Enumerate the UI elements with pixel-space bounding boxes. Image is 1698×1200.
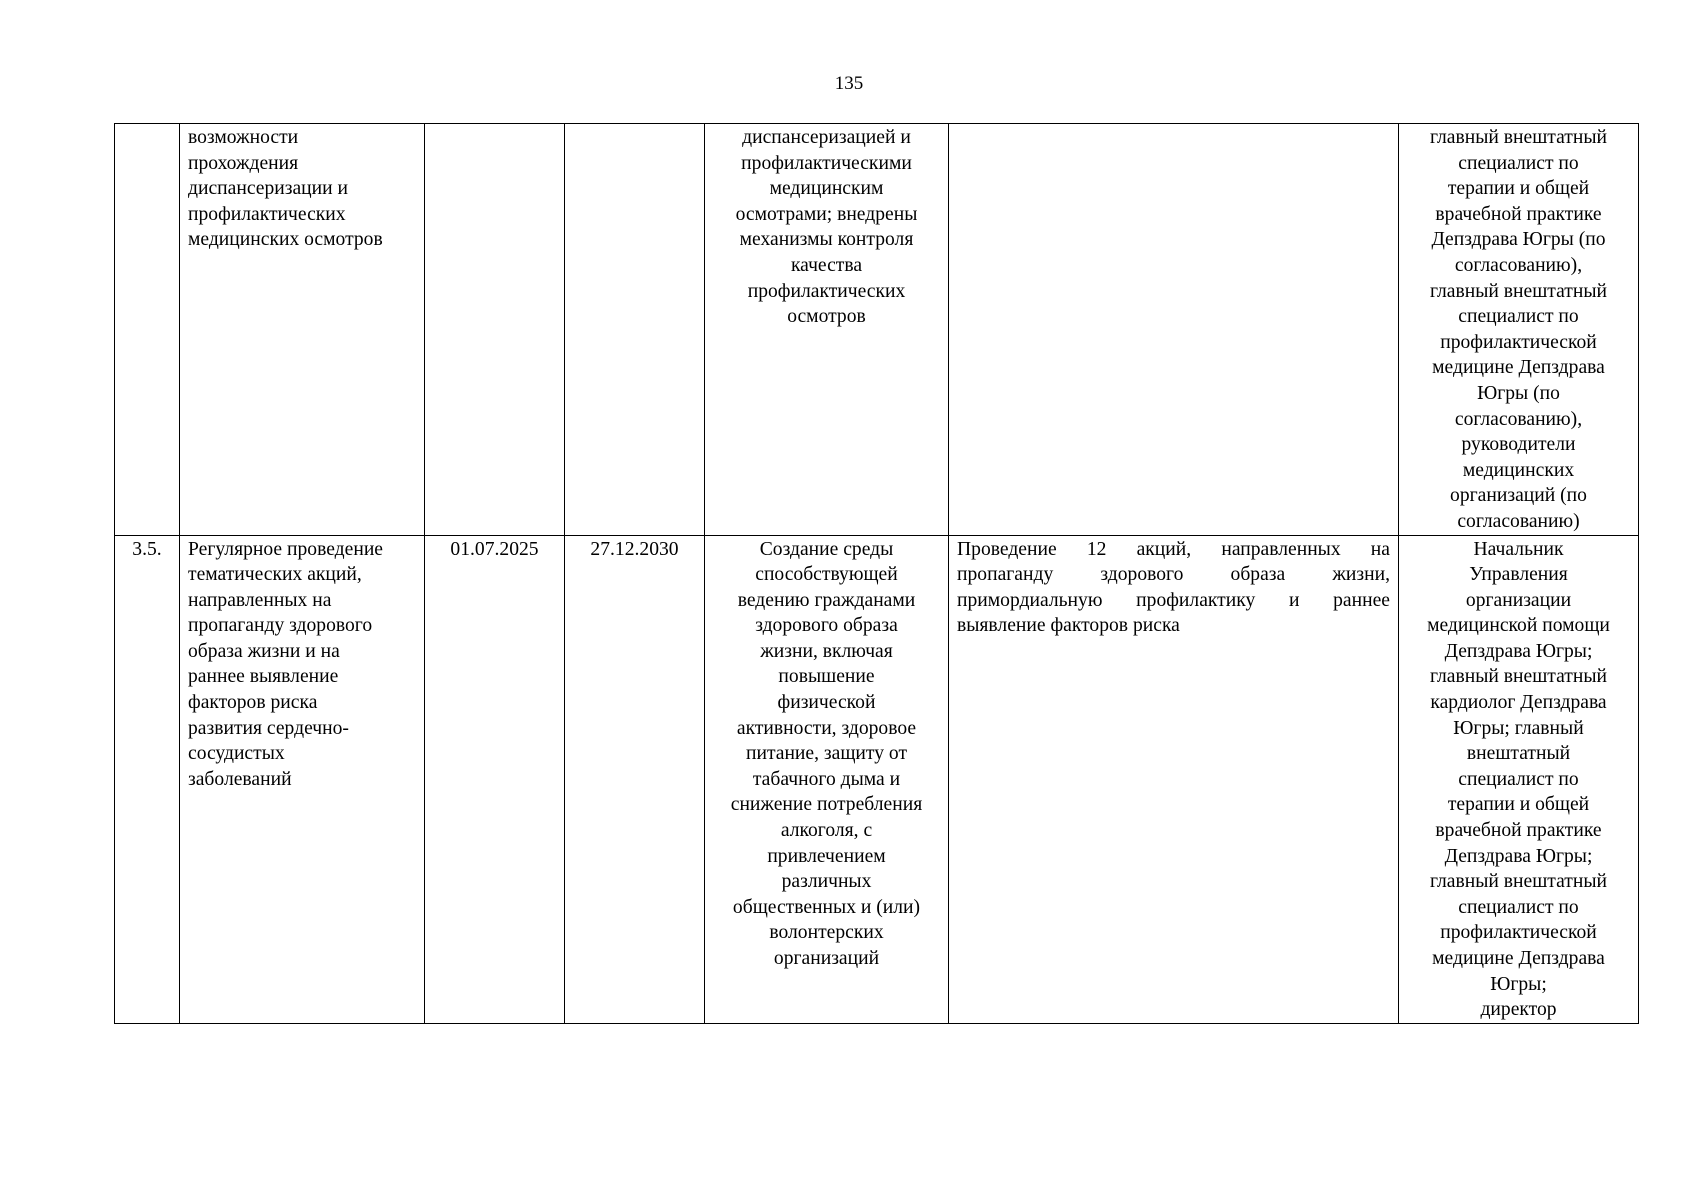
text-line: профилактической xyxy=(1440,922,1597,944)
text-line: ведению гражданами xyxy=(737,589,916,611)
text-line: главный внештатный xyxy=(1429,280,1607,302)
text-line: возможности xyxy=(188,127,299,148)
text-line: специалист по xyxy=(1458,768,1579,790)
text-line: раннее выявление xyxy=(188,666,339,688)
text-line: профилактическими xyxy=(741,152,912,174)
text-line: врачебной практике xyxy=(1435,203,1602,225)
text-line: физической xyxy=(777,692,876,714)
text-line: медицинских осмотров xyxy=(188,229,383,251)
text-line: Управления xyxy=(1469,564,1568,586)
text-line: согласованию), xyxy=(1454,408,1583,430)
text-line: образа жизни и на xyxy=(188,640,340,662)
cell-expected-result xyxy=(705,535,949,1023)
text-line: Регулярное проведение xyxy=(188,538,383,560)
text-line: медицинских xyxy=(1462,459,1575,481)
text-line: кардиолог Депздрава xyxy=(1430,692,1607,714)
text-line: Депздрава Югры; xyxy=(1444,845,1593,867)
text-line: главный внештатный xyxy=(1429,871,1607,893)
cell-number: 3.5. xyxy=(115,535,180,1023)
text-line: терапии и общей xyxy=(1447,794,1590,816)
text-line: Югры; xyxy=(1490,973,1547,995)
text-line: заболеваний xyxy=(188,768,292,790)
text-line: специалист по xyxy=(1458,152,1579,174)
text-line: активности, здоровое xyxy=(736,717,917,739)
text-line: внештатный xyxy=(1466,743,1571,765)
table-row xyxy=(115,535,1639,1023)
text-line: различных xyxy=(781,871,872,893)
text-line: осмотров xyxy=(787,306,866,328)
text-line: главный внештатный xyxy=(1429,666,1607,688)
text-line: Югры; главный xyxy=(1453,717,1584,739)
text-line: согласованию) xyxy=(1457,510,1580,532)
text-line: Создание среды xyxy=(759,538,894,560)
text-line: диспансеризацией и xyxy=(742,127,911,148)
cell-end-date xyxy=(565,124,705,536)
text-line: Депздрава Югры; xyxy=(1444,640,1593,662)
text-line: главный внештатный xyxy=(1429,127,1607,148)
cell-expected-result xyxy=(705,124,949,536)
text-line: Проведение 12 акций, направленных на xyxy=(957,538,1390,560)
text-line: организации xyxy=(1465,589,1572,611)
text-line: снижение потребления xyxy=(730,794,923,816)
text-line: способствующей xyxy=(755,564,898,586)
page-number: 135 xyxy=(834,73,864,94)
text-line: терапии и общей xyxy=(1447,178,1590,200)
text-line: профилактической xyxy=(1440,331,1597,353)
text-line: организаций xyxy=(773,948,880,969)
text-line: механизмы контроля xyxy=(739,229,914,251)
cell-number xyxy=(115,124,180,536)
text-line: пропаганду здорового образа жизни, xyxy=(957,564,1390,586)
text-line: выявление факторов риска xyxy=(957,615,1180,637)
text-line: качества xyxy=(790,254,863,276)
text-line: медицине Депздрава xyxy=(1432,948,1605,969)
text-line: факторов риска xyxy=(188,692,318,714)
text-line: директор xyxy=(1480,999,1557,1021)
text-line: специалист по xyxy=(1458,896,1579,918)
measures-table xyxy=(114,123,1639,1024)
text-line: врачебной практике xyxy=(1435,820,1602,842)
text-line: направленных на xyxy=(188,589,332,611)
cell-start-date: 01.07.2025 xyxy=(425,535,565,1023)
text-line: профилактических xyxy=(747,280,906,302)
cell-measure-name xyxy=(180,535,425,1023)
text-line: руководители xyxy=(1461,434,1576,456)
text-line: прохождения xyxy=(188,152,299,174)
text-line: табачного дыма и xyxy=(752,768,901,790)
text-line: сосудистых xyxy=(188,743,285,765)
text-line: согласованию), xyxy=(1454,254,1583,276)
cell-indicator xyxy=(949,124,1399,536)
text-line: медицинским xyxy=(769,178,884,200)
text-line: диспансеризации и xyxy=(188,178,349,200)
text-line: алкоголя, с xyxy=(780,820,873,842)
text-line: Начальник xyxy=(1473,538,1564,560)
text-line: здорового образа xyxy=(755,615,898,637)
text-line: повышение xyxy=(778,666,875,688)
text-line: медицинской помощи xyxy=(1427,615,1610,637)
cell-responsible xyxy=(1399,124,1639,536)
cell-end-date: 27.12.2030 xyxy=(565,535,705,1023)
text-line: профилактических xyxy=(188,203,346,225)
text-line: общественных и (или) xyxy=(732,896,921,918)
cell-start-date xyxy=(425,124,565,536)
text-line: осмотрами; внедрены xyxy=(735,203,918,225)
text-line: организаций (по xyxy=(1450,485,1587,507)
cell-measure-name xyxy=(180,124,425,536)
text-line: Югры (по xyxy=(1477,382,1560,404)
text-line: специалист по xyxy=(1458,306,1579,328)
cell-responsible xyxy=(1399,535,1639,1023)
text-line: развития сердечно- xyxy=(188,717,349,739)
text-line: тематических акций, xyxy=(188,564,362,586)
cell-indicator xyxy=(949,535,1399,1023)
text-line: жизни, включая xyxy=(760,640,893,662)
text-line: медицине Депздрава xyxy=(1432,357,1605,379)
text-line: пропаганду здорового xyxy=(188,615,373,637)
text-line: Депздрава Югры (по xyxy=(1431,229,1606,251)
text-line: примордиальную профилактику и раннее xyxy=(957,589,1390,611)
text-line: питание, защиту от xyxy=(745,743,908,765)
text-line: привлечением xyxy=(767,845,886,867)
table-row xyxy=(115,124,1639,536)
text-line: волонтерских xyxy=(769,922,884,944)
